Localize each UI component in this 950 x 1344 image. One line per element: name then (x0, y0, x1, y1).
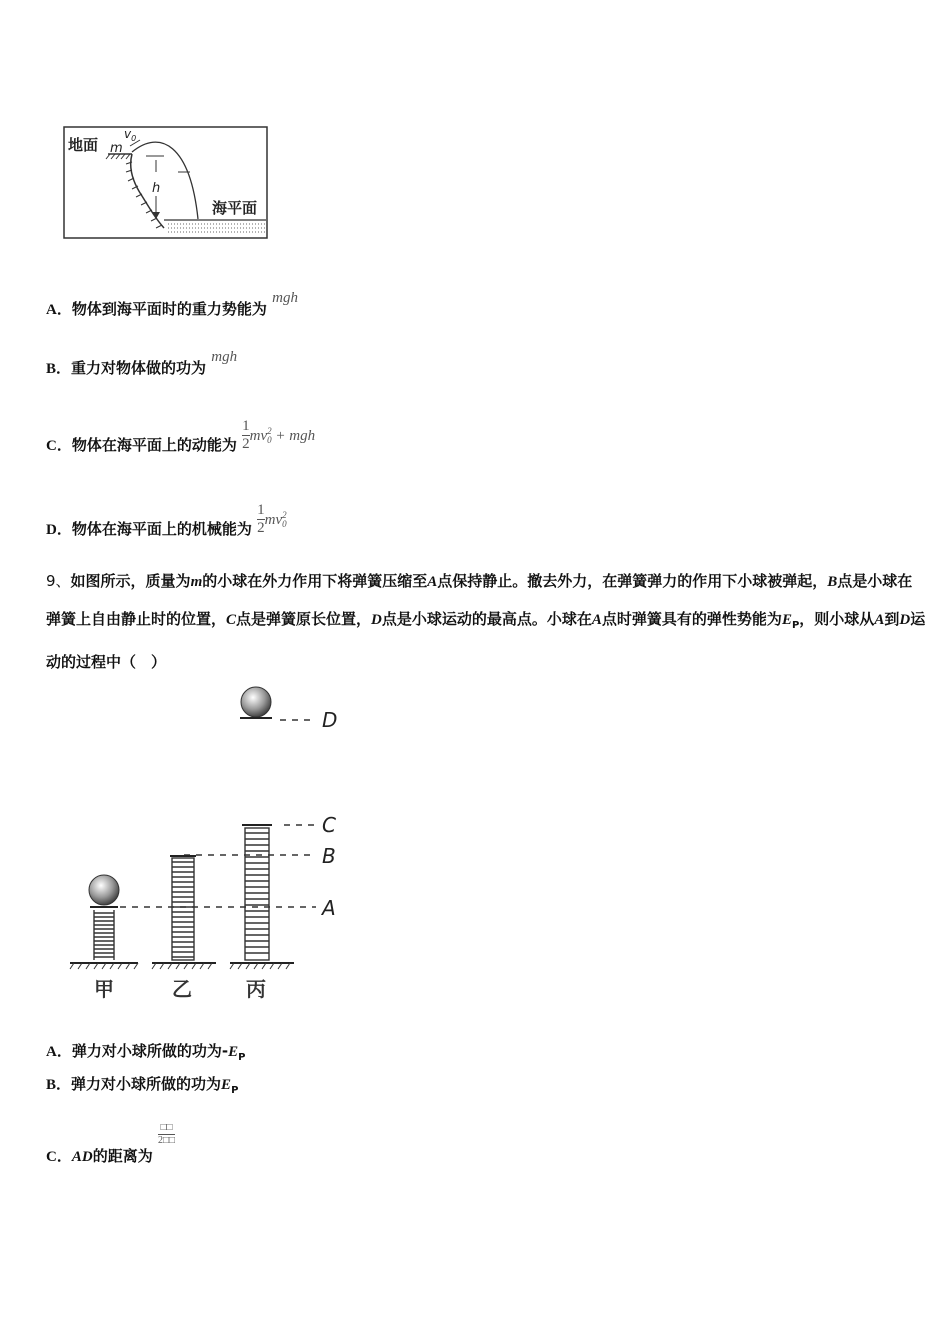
q8-option-d: D．物体在海平面上的机械能为 $\frac{1}{2}$ mv 2 0 (46, 502, 287, 538)
trajectory-curve (132, 142, 198, 219)
q8-option-a-math: mgh (272, 290, 298, 306)
q9-option-a: A．弹力对小球所做的功为$-E_P$ (46, 1042, 246, 1063)
label-d: D (322, 708, 338, 732)
ground-label: 地面 (68, 136, 99, 154)
q8-option-c-formula: $\frac{1}{2}$ mv 2 0 + mgh (242, 418, 316, 452)
spring-jia (94, 910, 114, 960)
q8-option-b-math: mgh (211, 349, 238, 365)
q8-option-b: B．重力对物体做的功为 mgh (46, 349, 238, 377)
height-label: h (152, 181, 161, 196)
sea-level-label: 海平面 (212, 199, 258, 217)
ball-at-d (241, 687, 271, 717)
spring-yi (172, 858, 194, 960)
spring-ball-figure (64, 680, 364, 1010)
q8-option-d-formula: $\frac{1}{2}$ mv 2 0 (257, 502, 287, 536)
label-b: B (322, 844, 336, 868)
q9-option-c: C．AD的距离为 $\frac{□□}{2□□}$ (46, 1122, 176, 1165)
ad-distance-fraction: $\frac{□□}{2□□}$ (157, 1122, 176, 1146)
v0-label: $v_0$ (124, 127, 137, 143)
label-jia: 甲 (94, 977, 114, 1001)
cliff-projectile-figure (60, 124, 272, 244)
label-bing: 丙 (246, 977, 266, 1001)
label-c: C (322, 813, 336, 837)
q8-option-c-text: 物体在海平面上的动能为 (71, 436, 237, 454)
q8-option-a-text: 物体到海平面时的重力势能为 (71, 300, 267, 318)
q8-option-a: A．物体到海平面时的重力势能为 mgh (46, 290, 298, 318)
fraction: $\frac{1}{2}$ (242, 418, 250, 452)
q8-option-c: C．物体在海平面上的动能为 $\frac{1}{2}$ mv 2 0 + mgh (46, 418, 316, 454)
q8-option-b-text: 重力对物体做的功为 (71, 359, 207, 377)
label-yi: 乙 (172, 977, 192, 1001)
spring-bing (245, 828, 269, 960)
mass-label: m (110, 141, 123, 156)
label-a: A (322, 896, 336, 920)
question-9-stem: 9、如图所示，质量为m的小球在外力作用下将弹簧压缩至A点保持静止。撤去外力，在弹簧弹力的作用下小球被弹起，B点是小球在弹簧上自由静止时的位置，C点是弹簧原长位置，D点是小球运动的最高点。小球在A点时弹簧具有的弹性势能为$E_P$，则小球从A到D运动的过程中（ ） (46, 572, 926, 671)
q9-option-b: B．弹力对小球所做的功为$E_P$ (46, 1075, 239, 1096)
q8-option-d-text: 物体在海平面上的机械能为 (71, 520, 252, 538)
ball-on-spring-jia (89, 875, 119, 905)
fraction: $\frac{1}{2}$ (257, 502, 265, 536)
